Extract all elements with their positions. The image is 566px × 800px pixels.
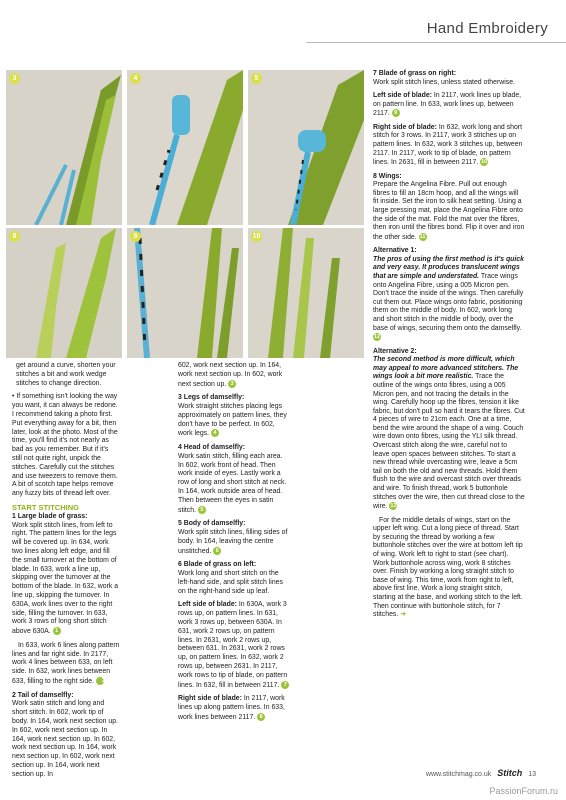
photo-ref-badge: 6 bbox=[213, 547, 221, 555]
step-text: Work long and short stitch on the left-hand side, and split stitch lines on the right-hand side up leaf. bbox=[178, 570, 283, 595]
footer-url[interactable]: www.stitchmag.co.uk bbox=[425, 771, 492, 778]
photo-ref-badge: 2 bbox=[96, 677, 104, 685]
photo-ref-badge: 11 bbox=[419, 233, 426, 240]
photo-ref-badge: 13 bbox=[390, 503, 397, 510]
alt-heading: Alternative 2: bbox=[373, 347, 417, 355]
embroidery-image bbox=[6, 228, 122, 358]
step-text: Work satin stitch and long and short stitch. In 602, work tip of body. In 164, work next section up. In 602, work next section up. In 164, work next section up. In 602, work next section up. In 164, work next section up. In 602, work next section up. In 164, work next section up. In bbox=[12, 700, 118, 778]
photo-ref-badge: 7 bbox=[281, 681, 289, 689]
step-text: Work straight stitches placing legs approximately on pattern lines, they don't have to be perfect. In 602, work legs. bbox=[178, 403, 287, 438]
step-number: 5 bbox=[251, 73, 262, 84]
sub-heading: Right side of blade: bbox=[373, 123, 437, 131]
step-heading: 5 Body of damselfly: bbox=[178, 520, 246, 528]
photo-ref-badge: 8 bbox=[257, 713, 265, 721]
step-number: 8 bbox=[9, 231, 20, 242]
photo-step-8 bbox=[6, 228, 122, 358]
page-footer bbox=[426, 768, 536, 778]
photo-ref-badge: 5 bbox=[198, 506, 206, 514]
step-heading: 8 Wings: bbox=[373, 172, 402, 180]
embroidery-image bbox=[127, 70, 243, 225]
step-number: 9 bbox=[130, 231, 141, 242]
step-text: Work split stitch lines, filling sides of body. In 164, leaving the centre unstitched. bbox=[178, 529, 288, 555]
photo-step-10 bbox=[248, 228, 364, 358]
step-number: 10 bbox=[252, 233, 261, 240]
step-heading: 4 Head of damselfly: bbox=[178, 444, 246, 452]
step-heading: 6 Blade of grass on left: bbox=[178, 561, 257, 569]
photo-ref-badge: 12 bbox=[373, 334, 381, 341]
step-text: Trace wings onto Angelina Fibre, using a 005 Micron pen. Don't trace the inside of the wings. Then carefully cut them out. Place wings onto fabric, positioning them on the middle of body. In 602, work long and short stitch in the middle of body, over the base of wings, securing them onto the damselfly. bbox=[373, 272, 524, 332]
sub-heading: Left side of blade: bbox=[178, 601, 237, 609]
step-text: Work satin stitch, filling each area. In 602, work front of head. Then work inside of eyes. Lastly work a row of long and short stitch at neck. In 164, work outside area of head. Then between the eyes in satin stitch. bbox=[178, 452, 287, 514]
step-number: 3 bbox=[9, 73, 20, 84]
step-text: In 632, work long and short stitch for 3 rows. In 2117, work 3 stitches up on pattern lines. In 632, work 3 stitches up, between 2117. In 2117, work to tip of blade, on pattern lines. In 2631, fill in between 2117. bbox=[373, 123, 523, 166]
column-2 bbox=[178, 362, 290, 727]
section-heading: START STITCHING bbox=[12, 502, 79, 512]
alt-heading: Alternative 1: bbox=[373, 247, 417, 255]
paragraph: get around a curve, shorten your stitches a bit and work wedge stitches to change direction. bbox=[16, 362, 116, 387]
step-text: Trace the outline of the wings onto fibres, using a 005 Micron pen, and not tracing the details in the wing. Carefully hoop up the fibres, tension it like fabric, but don't pull so hard it tears the fibres. Cut 4 pieces of wire to 21cm each. One at a time, bend the wire around the shape of a wing. Couch wire down onto fibres, using the YLI silk thread. Overcast stitch along the wire, careful not to leave open spaces between stitches. To start a new thread while overcasting wire, leave a 5cm tail on both the old and new threads. Hold them flush to the wire and overcast stitch over threads and wire. To finish thread, work 5 buttonhole stitches over the wire, then cut thread close to the wire. bbox=[373, 373, 525, 511]
embroidery-image bbox=[6, 70, 122, 225]
continue-arrow-icon: ➔ bbox=[400, 611, 406, 619]
column-3 bbox=[373, 70, 525, 625]
step-number: 4 bbox=[130, 73, 141, 84]
column-1 bbox=[12, 362, 120, 785]
step-text: 602, work next section up. In 164, work next section up. In 602, work next section up. bbox=[178, 362, 283, 388]
photo-ref-badge: 4 bbox=[211, 429, 219, 437]
step-text: In 633, work 6 lines along pattern lines and far right side. In 2177, work 4 lines between 633, on left side. In 632, work lines between 633, filling to the right side. bbox=[12, 641, 120, 685]
photo-step-3 bbox=[6, 70, 122, 225]
page-header bbox=[306, 20, 566, 42]
step-heading: 1 Large blade of grass: bbox=[12, 512, 88, 520]
photo-step-9 bbox=[127, 228, 243, 358]
embroidery-image bbox=[248, 228, 364, 358]
step-heading: 7 Blade of grass on right: bbox=[373, 70, 457, 77]
step-text: Prepare the Angelina Fibre. Pull out enough fibres to fill an 18cm hoop, and all the wings will fit inside. Set the iron to silk heat setting. Using a large pressing mat, place the Angelina Fibre onto the side of the mat. Fold the mat over the fibres, then iron until the fibres bond. Flip it over and iron the other side. bbox=[373, 181, 525, 241]
section-title: Hand Embroidery bbox=[426, 20, 548, 37]
header-rule bbox=[306, 42, 566, 43]
photo-ref-badge: 1 bbox=[53, 627, 61, 635]
photo-ref-badge: 10 bbox=[481, 159, 488, 166]
step-text: Work split stitch lines, from left to right. The pattern lines for the legs will be covered up. In 634, work two lines along left edge, and fill the small turnover at the bottom of blade. In 633, work a line up, skipping over the turnover at the bottom of the blade. In 632, work a line up, skipping the turnover. In 630A, work lines over to the right side, filling the turnover. In 633, work 3 rows of long short stitch above 630A. bbox=[12, 521, 119, 635]
sub-heading: Right side of blade: bbox=[178, 695, 242, 703]
photo-ref-badge: 9 bbox=[392, 109, 400, 117]
step-text: Work split stitch lines, unless stated otherwise. bbox=[373, 78, 515, 86]
step-text: In 2117, work lines up along pattern lines. In 633, work lines between 2117. bbox=[178, 695, 285, 721]
step-text: In 630A, work 3 rows up, on pattern lines. In 631, work 3 rows up, between 630A. In 631, work 2 rows up, on pattern lines. In 2631, work 2 rows up, between 631. In 2631, work 2 rows up, on pattern lines. In 632, work 2 rows up, between 2631. In 2117, work rows to tip of blade, on pattern lines. In 632, fill in between 2117. bbox=[178, 601, 288, 689]
photo-ref-badge: 3 bbox=[228, 380, 236, 388]
step-text: In 2117, work lines up blade, on pattern line. In 633, work lines up, between 2117. bbox=[373, 92, 522, 118]
lead-text: The second method is more difficult, which may appeal to more advanced stitchers. The wings look a bit more realistic. bbox=[373, 356, 519, 381]
lead-text: The pros of using the first method is it's quick and very easy. It produces translucent wings that are simple and understated. bbox=[373, 255, 524, 280]
embroidery-image bbox=[127, 228, 243, 358]
photo-step-4 bbox=[127, 70, 243, 225]
watermark: PassionForum.ru bbox=[489, 786, 558, 796]
page-number: 13 bbox=[528, 771, 536, 778]
step-text: For the middle details of wings, start on the upper left wing. Cut a long piece of thread. Start by securing the thread by working a few buttonhole stitches over the wire at bottom left tip of wing. Work left to right to start (see chart). Work buttonhole across wing, work 8 stitches over. Finish by working a long straight stitch to base of wing. This time, work from right to left, above first line. Work a long straight stitch, starting at the base, and working stitch to the left. Then continue with buttonhole stitch, for 7 stitches. bbox=[373, 516, 523, 619]
step-heading: 3 Legs of damselfly: bbox=[178, 394, 245, 402]
tip-paragraph: • If something isn't looking the way you want, it can always be redone. I recommend taking a photo first. Put everything away for a bit, then later, look at the photo. Most of the time, you'll find it's not nearly as bad as you remember. But if it's still not quite right, unpick the stitches. Carefully cut the stitches and use tweezers to remove them. A bit of scotch tape helps remove any fuzzy bits of thread left over. bbox=[12, 393, 118, 498]
brand-logo: Stitch bbox=[497, 768, 523, 778]
photo-step-5 bbox=[248, 70, 364, 225]
step-heading: 2 Tail of damselfly: bbox=[12, 691, 74, 699]
embroidery-image bbox=[248, 70, 364, 225]
sub-heading: Left side of blade: bbox=[373, 92, 432, 100]
